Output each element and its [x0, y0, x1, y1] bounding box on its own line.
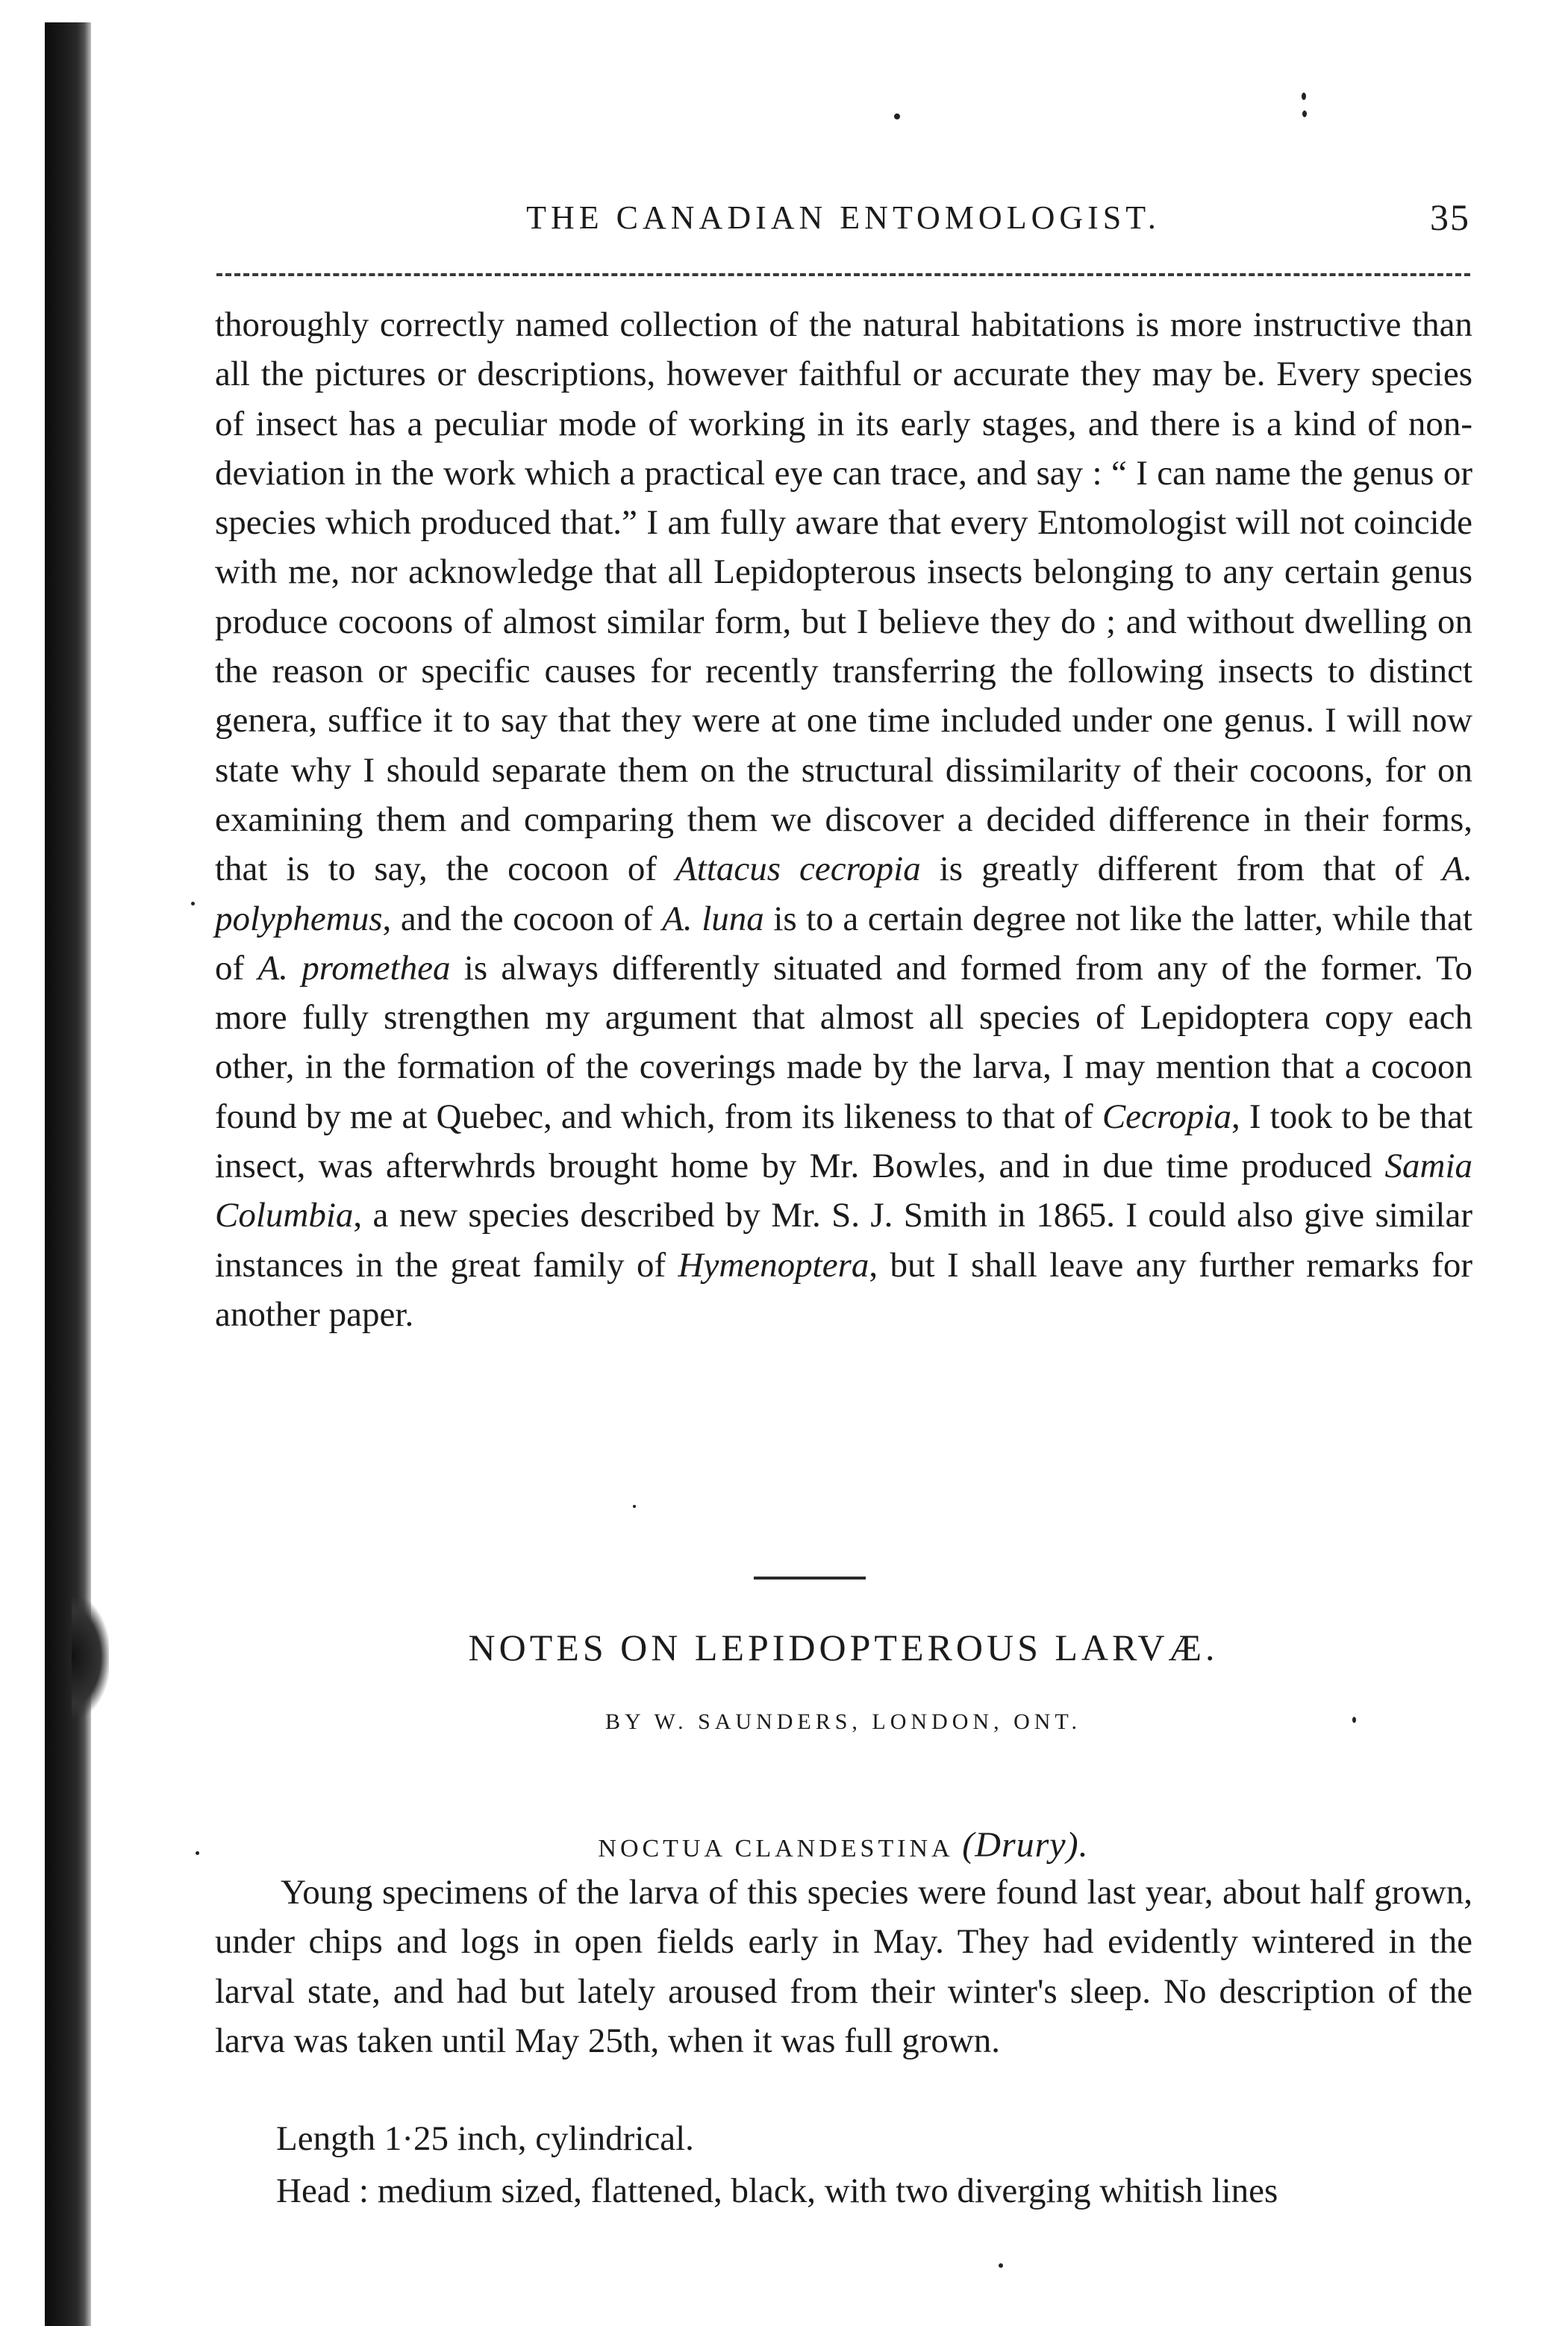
- species-name-italic: Samia Columbia: [215, 1147, 1472, 1235]
- scan-speck: [196, 1851, 199, 1855]
- species-name-italic: A. promethea: [257, 948, 451, 988]
- text-run: is always differently situated and formed from any of the former. To more fully strengthen my argument that almost all species of Lepidoptera copy each other, in the formation of the coverings made by the larva, I may mention that a cocoon found by me at Quebec, and which, from its likeness to that of: [215, 948, 1473, 1136]
- species-name-italic: A. luna: [662, 899, 764, 938]
- running-title: THE CANADIAN ENTOMOLOGIST.: [526, 199, 1161, 236]
- scan-speck: [633, 1505, 636, 1508]
- article-byline: BY W. SAUNDERS, LONDON, ONT.: [605, 1709, 1082, 1734]
- page-number: 35: [1430, 196, 1470, 238]
- length-description: Length 1·25 inch, cylindrical.: [276, 2119, 694, 2158]
- larva-paragraph: Young specimens of the larva of this species were found last year, about half grown, under chips and logs in open fields early in May. They had evidently wintered in the larval state, and had but lately aroused from their winter's sleep. No description of the larva was taken until May 25th, when it was full grown.: [215, 1873, 1472, 2060]
- scan-speck: [894, 113, 900, 119]
- article-title: NOTES ON LEPIDOPTEROUS LARVÆ.: [468, 1627, 1219, 1668]
- text-run: is to a certain degree not like the latter, while that of: [215, 899, 1472, 988]
- scan-speck: [1302, 110, 1307, 117]
- species-name-italic: Cecropia: [1102, 1097, 1231, 1136]
- header-rule: [216, 273, 1470, 276]
- species-name-italic: A. polyphemus: [215, 849, 1472, 938]
- continued-paragraph: [215, 300, 1472, 1339]
- scan-speck: [191, 902, 195, 905]
- scan-speck: [999, 2263, 1003, 2268]
- text-run: is greatly different from that of: [920, 849, 1443, 889]
- text-run: , a new species described by Mr. S. J. Smith in 1865. I could also give similar instances in the great family of: [215, 1196, 1472, 1285]
- text-run: , but I shall leave any further remarks for another paper.: [215, 1245, 1473, 1334]
- species-heading: [216, 1824, 1470, 1865]
- text-run: , I took to be that insect, was afterwhrds brought home by Mr. Bowles, and in due time produced: [215, 1097, 1473, 1186]
- running-head: [216, 196, 1470, 248]
- head-description: Head : medium sized, flattened, black, with two diverging whitish lines: [276, 2171, 1278, 2210]
- section-divider: [754, 1577, 866, 1580]
- binding-notch: [72, 1597, 109, 1717]
- text-run: , and the cocoon of: [382, 899, 663, 938]
- species-author: (Drury).: [962, 1825, 1089, 1865]
- species-name-italic: Attacus cecropia: [675, 849, 921, 889]
- text-run: thoroughly correctly named collection of the natural habitations is more instructive than all the pictures or descriptions, however faithful or accurate they may be. Every species of insect has a peculiar mode of working in its early stages, and there is a kind of non-deviation in the work which a practical eye can trace, and say : “ I can name the genus or species which produced that.” I am fully aware that every Entomologist will not coincide with me, nor acknowledge that all Lepidopterous insects belonging to any certain genus produce cocoons of almost similar form, but I believe they do ; and without dwelling on the reason or specific causes for recently transferring the following insects to distinct genera, suffice it to say that they were at one time included under one genus. I will now state why I should separate them on the structural dissimilarity of their cocoons, for on examining them and comparing them we discover a decided difference in their forms, that is to say, the cocoon of: [215, 305, 1472, 889]
- page-binding-edge: [45, 22, 91, 2326]
- scan-speck: [1302, 93, 1306, 100]
- species-name: NOCTUA CLANDESTINA: [598, 1835, 952, 1862]
- family-name-italic: Hymenoptera: [678, 1245, 869, 1285]
